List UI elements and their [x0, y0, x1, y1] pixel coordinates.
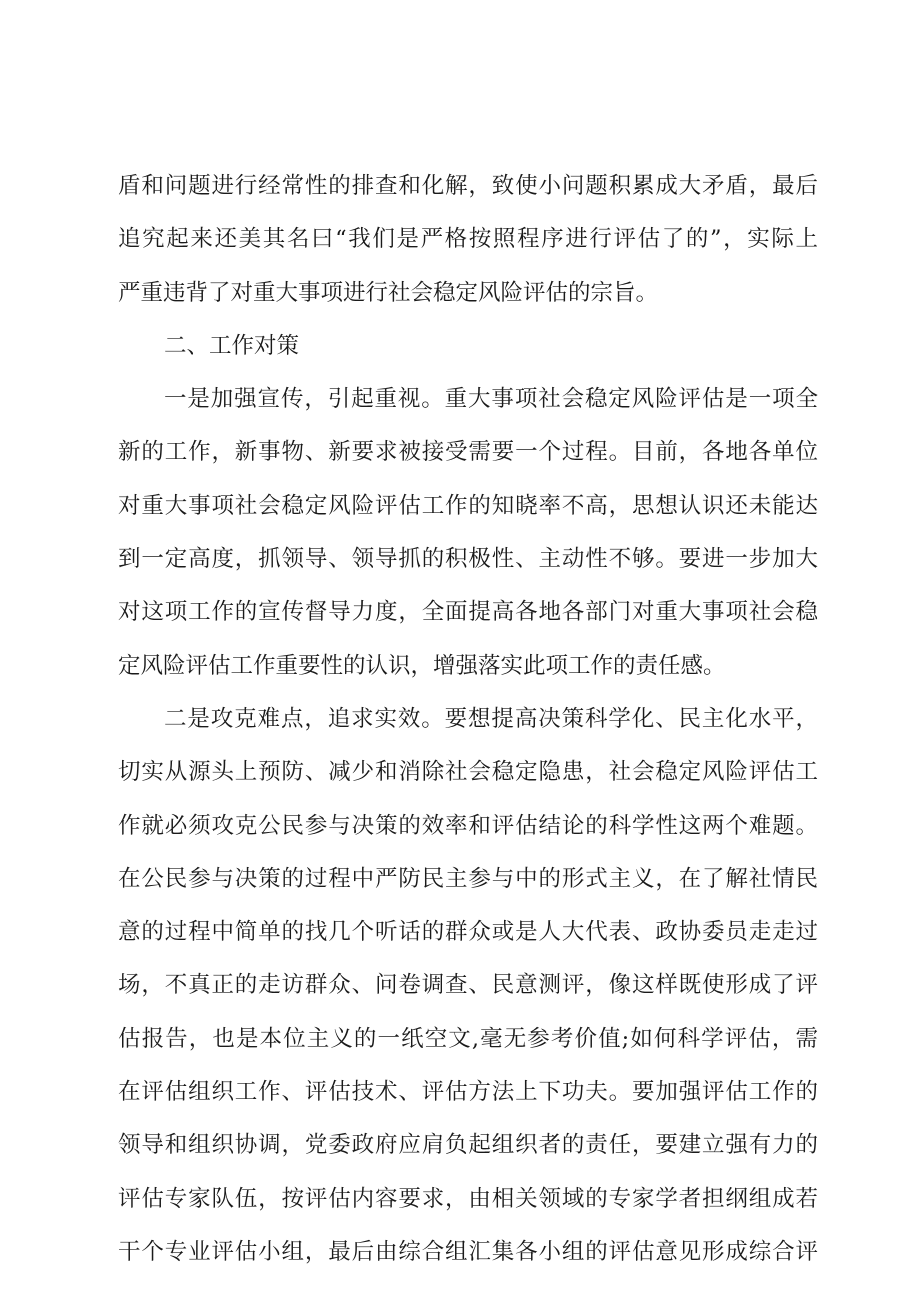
section-heading: 二、工作对策 — [164, 332, 300, 359]
text-line: 估报告，也是本位主义的一纸空文,毫无参考价值;如何科学评估，需 — [118, 1025, 818, 1052]
text-line: 切实从源头上预防、减少和消除社会稳定隐患，社会稳定风险评估工 — [118, 759, 818, 786]
text-line: 意的过程中简单的找几个听话的群众或是人大代表、政协委员走走过 — [118, 919, 818, 946]
text-line: 严重违背了对重大事项进行社会稳定风险评估的宗旨。 — [118, 279, 659, 306]
text-line: 领导和组织协调，党委政府应肩负起组织者的责任，要建立强有力的 — [118, 1132, 818, 1159]
text-line: 评估专家队伍，按评估内容要求，由相关领域的专家学者担纲组成若 — [118, 1185, 818, 1212]
text-line: 在公民参与决策的过程中严防民主参与中的形式主义，在了解社情民 — [118, 865, 818, 892]
text-line: 一是加强宣传，引起重视。重大事项社会稳定风险评估是一项全 — [164, 386, 818, 413]
text-line: 对这项工作的宣传督导力度，全面提高各地各部门对重大事项社会稳 — [118, 599, 818, 626]
text-line: 盾和问题进行经常性的排查和化解，致使小问题积累成大矛盾，最后 — [118, 173, 818, 199]
text-line: 新的工作，新事物、新要求被接受需要一个过程。目前，各地各单位 — [118, 439, 818, 466]
text-line: 对重大事项社会稳定风险评估工作的知晓率不高，思想认识还未能达 — [118, 492, 818, 519]
text-line: 定风险评估工作重要性的认识，增强落实此项工作的责任感。 — [118, 652, 726, 679]
text-line: 在评估组织工作、评估技术、评估方法上下功夫。要加强评估工作的 — [118, 1079, 818, 1106]
text-line: 场，不真正的走访群众、问卷调查、民意测评，像这样既使形成了评 — [118, 972, 818, 999]
text-line: 二是攻克难点，追求实效。要想提高决策科学化、民主化水平， — [164, 705, 818, 732]
text-line: 干个专业评估小组，最后由综合组汇集各小组的评估意见形成综合评 — [118, 1238, 818, 1265]
document-body — [118, 160, 818, 1279]
text-line: 追究起来还美其名曰“我们是严格按照程序进行评估了的”，实际上 — [118, 226, 818, 253]
text-line: 到一定高度，抓领导、领导抓的积极性、主动性不够。要进一步加大 — [118, 546, 818, 573]
text-line: 作就必须攻克公民参与决策的效率和评估结论的科学性这两个难题。 — [118, 812, 818, 839]
